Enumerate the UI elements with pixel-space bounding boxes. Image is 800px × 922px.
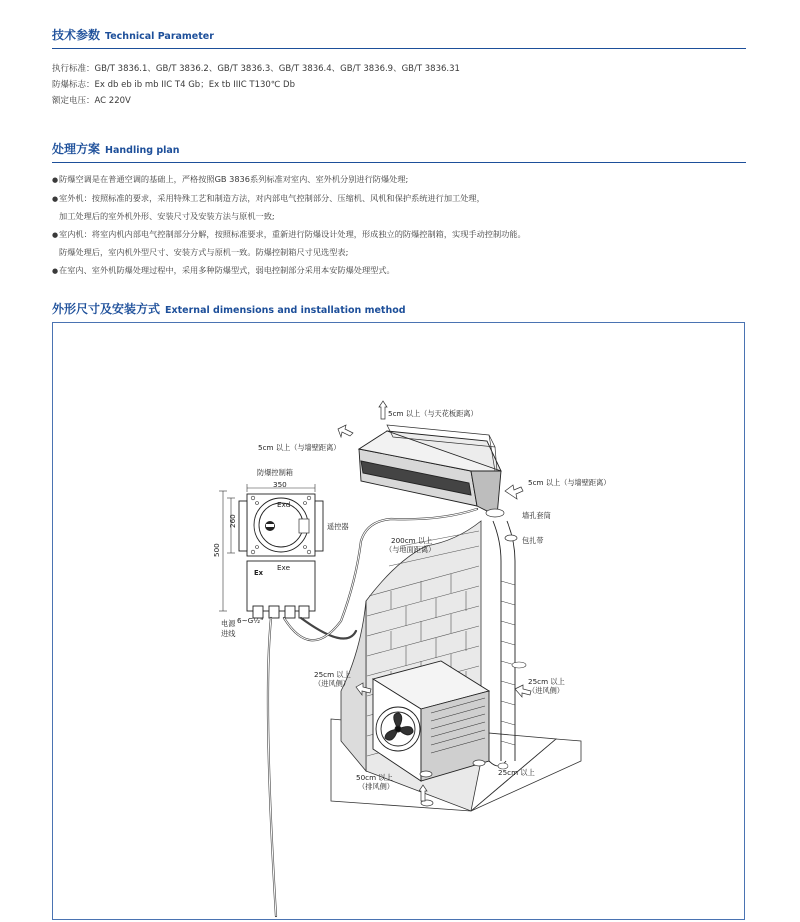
label-floor-gap: 200cm 以上 [391,536,433,545]
tech-heading [52,26,746,44]
handling-title-en: Handling plan [105,145,180,156]
handling-line: ●防爆空调是在普通空调的基础上，严格按照GB 3836系列标准对室内、室外机分别进行防爆处理; [52,171,746,190]
foot-right [473,760,485,766]
param-voltage: 额定电压：AC 220V [52,96,131,106]
tech-title-en: Technical Parameter [105,31,214,42]
label-intake-right: 25cm 以上 [528,677,565,686]
param-ex-mark: 防爆标志：Ex db eb ib mb IIC T4 Gb；Ex tb IIIC T130℃ Db [52,80,295,90]
bullet-dot: ● [52,266,59,275]
label-intake-left: 25cm 以上 [314,670,351,679]
install-title-zh: 外形尺寸及安装方式 [52,302,161,316]
handling-line: ●室内机：将室内机内部电气控制部分分解，按照标准要求，重新进行防爆设计处理，形成独立的防爆控制箱，实现手动控制功能。 [52,226,746,245]
label-intake-right-note: （进风侧） [528,686,564,695]
tech-rule [52,48,746,49]
label-exd: Exd [277,500,291,509]
wall-sleeve-icon [486,509,504,517]
label-width: 350 [273,480,287,489]
handling-section [52,140,746,280]
param-standard: 执行标准：GB/T 3836.1、GB/T 3836.2、GB/T 3836.3、GB/T 3836.4、GB/T 3836.9、GB/T 3836.31 [52,64,460,74]
label-height-500: 500 [212,543,221,557]
handling-list [52,171,746,280]
handling-line: 防爆处理后，室内机外型尺寸、安装方式与原机一致。防爆控制箱尺寸见选型表; [59,247,349,257]
bullet-dot: ● [52,194,59,203]
handling-line: ●在室内、室外机防爆处理过程中，采用多种防爆型式，弱电控制部分采用本安防爆处理型式。 [52,262,746,281]
handling-title-zh: 处理方案 [52,142,101,156]
label-wrap-band: 包扎带 [522,536,544,545]
install-title-en: External dimensions and installation method [165,305,406,316]
label-remote: 遥控器 [327,522,349,531]
label-exhaust-note: （排风侧） [358,782,394,791]
label-exe: Exe [277,563,290,572]
handling-line: 加工处理后的室外机外形、安装尺寸及安装方法与原机一致; [59,211,275,221]
foot-left [420,771,432,777]
label-power: 电源 [221,619,236,628]
bullet-dot: ● [52,230,59,239]
bullet-dot: ● [52,176,59,184]
tech-params [52,61,746,109]
label-wall-gap-right: 5cm 以上（与墙壁距离） [528,478,611,487]
installation-figure-frame [52,322,745,920]
indoor-unit [359,431,501,516]
label-exhaust: 50cm 以上 [356,773,393,782]
wrap-band-icon [505,535,517,541]
piping [489,521,515,766]
install-heading [52,300,746,318]
control-box [239,494,323,618]
label-control-box: 防爆控制箱 [257,468,293,477]
install-section [52,300,746,318]
label-cable: 6~G½" [237,616,264,625]
svg-text:Ex: Ex [254,569,264,577]
label-wall-gap-left: 5cm 以上（与墙壁距离） [258,443,341,452]
label-wall-sleeve: 墙孔套筒 [522,511,551,520]
handling-heading [52,140,746,158]
label-power-inlet: 进线 [221,629,236,638]
label-bottom-gap: 25cm 以上 [498,768,535,777]
label-height-260: 260 [228,514,237,528]
label-ceiling-gap: 5cm 以上（与天花板距离） [388,409,478,418]
installation-diagram [53,323,744,919]
remote-icon [299,519,309,533]
handling-line: ●室外机：按照标准的要求，采用特殊工艺和制造方法，对内部电气控制部分、压缩机、风机和保护系统进行加工处理， [52,190,746,209]
tech-title-zh: 技术参数 [52,28,101,42]
label-floor-gap-note: （与地面距离） [385,545,436,554]
label-intake-left-note: （进风侧） [314,679,350,688]
tech-section [52,26,746,109]
handling-rule [52,162,746,163]
